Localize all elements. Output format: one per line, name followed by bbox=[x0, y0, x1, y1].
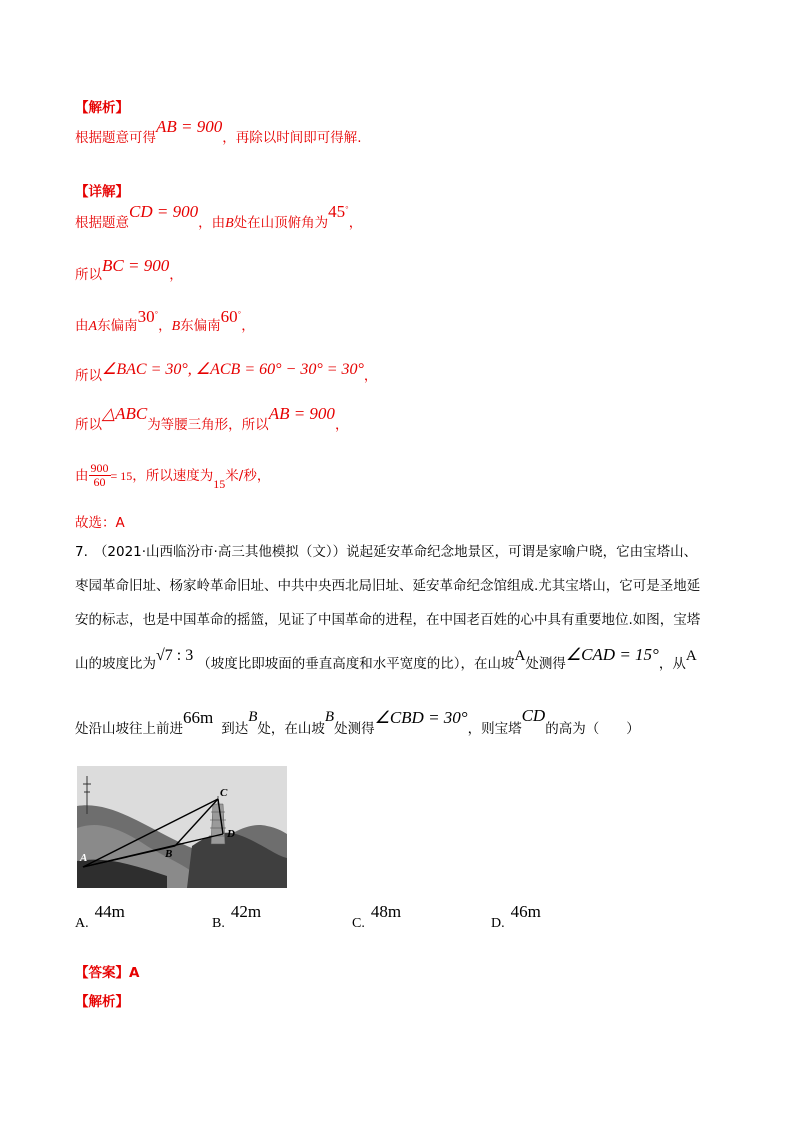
text: ， bbox=[169, 267, 183, 283]
detail-line-5 bbox=[75, 404, 349, 434]
option-d[interactable] bbox=[491, 902, 541, 932]
text: 东偏南 bbox=[180, 318, 221, 334]
equation-bc: BC = 900 bbox=[102, 256, 170, 275]
detail-line-1 bbox=[75, 202, 363, 232]
question-line-4 bbox=[75, 645, 697, 673]
analysis-text: 根据题意可得 bbox=[75, 130, 156, 146]
equation-ab-result: AB = 900 bbox=[268, 404, 335, 423]
label-b: B bbox=[165, 848, 173, 860]
slope-ratio: √7 : 3 bbox=[156, 647, 194, 664]
text: ， bbox=[158, 318, 172, 334]
label-d: D bbox=[227, 828, 235, 840]
distance-66m: 66m bbox=[183, 708, 214, 727]
option-value: 44m bbox=[94, 902, 125, 921]
text: 的高为（ ） bbox=[545, 721, 640, 737]
equation-cd: CD = 900 bbox=[129, 202, 199, 221]
text: 东偏南 bbox=[97, 318, 138, 334]
fraction-900-60: $\frac{900}{60}$ bbox=[90, 461, 109, 489]
text: 处沿山坡往上前进 bbox=[75, 721, 183, 737]
label-c: C bbox=[220, 787, 228, 799]
equation-ab: AB = 900 bbox=[156, 117, 223, 136]
equation-15: = 15 bbox=[110, 469, 133, 483]
analysis-heading: 【解析】 bbox=[75, 100, 129, 116]
text: 根据题意 bbox=[75, 215, 129, 231]
text: 为等腰三角形，所以 bbox=[147, 417, 269, 433]
answer-line bbox=[75, 961, 139, 981]
text: ， bbox=[363, 368, 378, 384]
speed-value: 15 bbox=[213, 477, 226, 491]
text: 处，在山坡 bbox=[257, 721, 325, 737]
option-value: 46m bbox=[510, 902, 541, 921]
analysis-line bbox=[75, 117, 362, 147]
answer-label: 【答案】 bbox=[75, 965, 129, 981]
detail-line-4 bbox=[75, 361, 378, 385]
point-b: B bbox=[171, 319, 181, 334]
text: ，所以速度为 bbox=[132, 468, 214, 484]
angle-cbd: ∠CBD = 30° bbox=[374, 708, 468, 727]
text: ，从 bbox=[658, 656, 686, 672]
detail-line-3 bbox=[75, 307, 255, 335]
option-letter: B. bbox=[212, 916, 225, 931]
detail-heading: 【详解】 bbox=[75, 184, 129, 200]
option-c[interactable] bbox=[352, 902, 402, 932]
text: 由 bbox=[75, 468, 89, 484]
point-a: A bbox=[514, 648, 526, 664]
text: 到达 bbox=[221, 721, 249, 737]
text: 所以 bbox=[75, 267, 102, 283]
angle-45: 45◦ bbox=[328, 202, 349, 221]
question-line-5 bbox=[75, 706, 640, 738]
analysis-text-post: ，再除以时间即可得解. bbox=[222, 130, 362, 146]
text: 处测得 bbox=[525, 656, 566, 672]
choice-line: 故选：A bbox=[75, 515, 125, 531]
text: ， bbox=[241, 318, 255, 334]
option-letter: C. bbox=[352, 916, 365, 931]
point-b: B bbox=[324, 709, 335, 725]
question-text: （2021·山西临汾市·高三其他模拟（文））说起延安革命纪念地景区，可谓是家喻户晓，它由宝塔山、 bbox=[93, 544, 698, 560]
text: ， bbox=[334, 417, 349, 433]
text: （坡度比即坡面的垂直高度和水平宽度的比），在山坡 bbox=[197, 656, 515, 672]
answer-value: A bbox=[129, 965, 140, 981]
question-number: 7. bbox=[75, 544, 88, 560]
option-letter: A. bbox=[75, 916, 89, 931]
angle-cad: ∠CAD = 15° bbox=[565, 645, 659, 664]
text: 山的坡度比为 bbox=[75, 656, 156, 672]
text: ，由 bbox=[198, 215, 226, 231]
text: 处测得 bbox=[334, 721, 375, 737]
point-b: B bbox=[248, 709, 258, 725]
pagoda-figure bbox=[77, 766, 287, 888]
question-line-3: 安的标志，也是中国革命的摇篮，见证了中国革命的进程，在中国老百姓的心中具有重要地位.如图，宝塔 bbox=[75, 612, 701, 628]
option-value: 48m bbox=[370, 902, 402, 921]
text: ， bbox=[348, 215, 363, 231]
text: 所以 bbox=[75, 368, 102, 384]
label-a: A bbox=[80, 852, 88, 864]
segment-cd: CD bbox=[521, 706, 546, 725]
angle-60: 60◦ bbox=[220, 307, 242, 326]
question-line-1 bbox=[75, 540, 697, 560]
triangle-abc: △ABC bbox=[102, 404, 148, 423]
text: 米/秒， bbox=[225, 468, 271, 484]
question-line-2: 枣园革命旧址、杨家岭革命旧址、中共中央西北局旧址、延安革命纪念馆组成.尤其宝塔山，它可是圣地延 bbox=[75, 578, 701, 594]
detail-line-2 bbox=[75, 256, 183, 284]
point-b: B bbox=[225, 216, 234, 231]
option-b[interactable] bbox=[212, 902, 262, 932]
point-a: A bbox=[685, 648, 697, 664]
angle-30: 30◦ bbox=[137, 307, 159, 326]
analysis-heading-2: 【解析】 bbox=[75, 994, 129, 1010]
option-letter: D. bbox=[491, 916, 505, 931]
text: 处在山顶俯角为 bbox=[233, 215, 329, 231]
option-value: 42m bbox=[230, 902, 262, 921]
detail-line-6 bbox=[75, 462, 270, 489]
point-a: A bbox=[88, 319, 98, 334]
text: 由 bbox=[75, 318, 89, 334]
equation-angles: ∠BAC = 30°, ∠ACB = 60° − 30° = 30° bbox=[102, 361, 364, 378]
option-a[interactable] bbox=[75, 902, 125, 932]
text: ，则宝塔 bbox=[467, 721, 522, 737]
figure-drawing bbox=[77, 766, 287, 888]
text: 所以 bbox=[75, 417, 102, 433]
